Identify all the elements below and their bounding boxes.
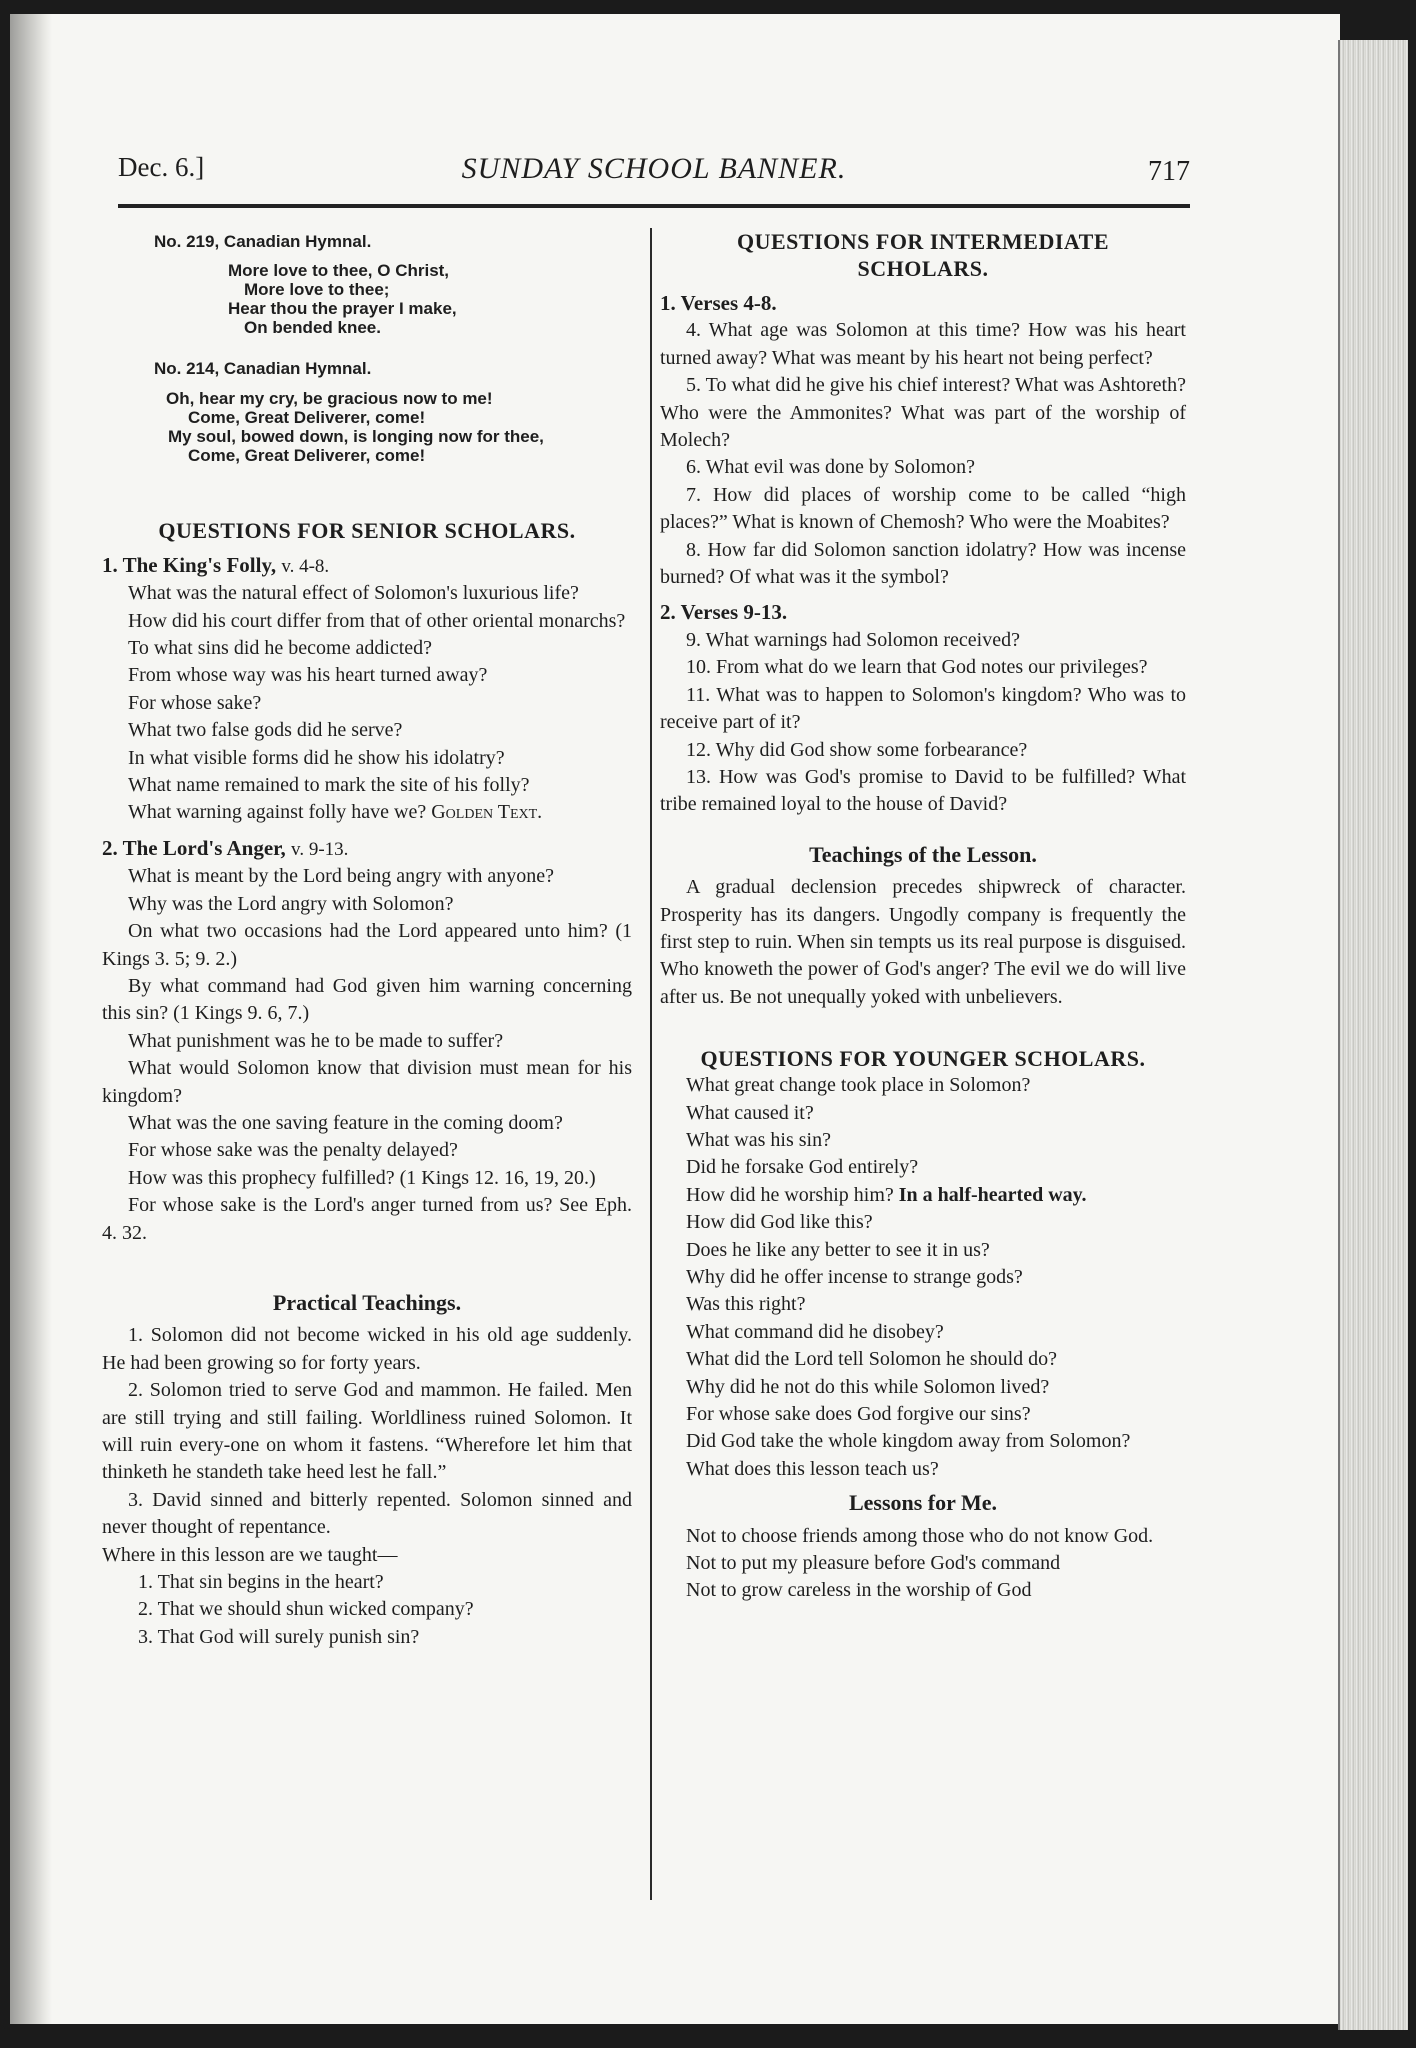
section-title: [102, 835, 632, 863]
question: 7. How did places of worship come to be called “high places?” What is known of Chemosh? Who were the Moabites?: [660, 483, 1186, 534]
question: 10. From what do we learn that God notes our privileges?: [686, 656, 1148, 679]
section-ref: v. 9-13.: [291, 838, 349, 860]
page-gutter-shadow: [10, 14, 52, 2024]
page-header: [118, 152, 1190, 202]
question: Why did he offer incense to strange gods?: [686, 1266, 1023, 1288]
question: Did he forsake God entirely?: [686, 1156, 919, 1179]
question: 4. What age was Solomon at this time? How was his heart turned away? What was meant by his heart not being perfect?: [660, 319, 1186, 369]
page-number: 717: [1148, 156, 1190, 187]
question: What does this lesson teach us?: [686, 1457, 939, 1480]
question: For whose sake?: [128, 691, 262, 714]
lessons-heading: Lessons for Me.: [848, 1490, 998, 1516]
section-title: 1. Verses 4-8.: [660, 291, 777, 315]
question-text: What warning against folly have we?: [128, 801, 427, 824]
paragraph: 2. Solomon tried to serve God and mammon. He failed. Men are still trying and still failing. Worldliness ruined Solomon. It will ruin every-one on whom it fastens. “Wherefore let him that thinketh he standeth take heed lest he fall.”: [102, 1379, 632, 1484]
question: 6. What evil was done by Solomon?: [686, 456, 976, 479]
question: For whose sake was the penalty delayed?: [128, 1139, 458, 1162]
left-column: [102, 228, 632, 1651]
intermediate-heading: QUESTIONS FOR INTERMEDIATE SCHOLARS.: [737, 229, 1109, 281]
verse-line: Come, Great Deliverer, come!: [188, 445, 426, 465]
answer-text: In a half-hearted way.: [898, 1183, 1087, 1206]
verse-line: My soul, bowed down, is longing now for thee,: [168, 426, 544, 446]
paragraph: 1. Solomon did not become wicked in his old age suddenly. He had been growing so for forty years.: [102, 1324, 632, 1374]
question: [660, 1182, 1186, 1209]
section-title-text: 1. The King's Folly,: [102, 552, 277, 577]
question: What did the Lord tell Solomon he should do?: [686, 1348, 1058, 1371]
question: What caused it?: [686, 1101, 814, 1124]
question: What two false gods did he serve?: [128, 719, 403, 742]
section-title-text: 2. The Lord's Anger,: [102, 835, 286, 860]
question: What is meant by the Lord being angry with anyone?: [128, 865, 554, 888]
question-text: How did he worship him?: [686, 1183, 894, 1206]
question: In what visible forms did he show his idolatry?: [128, 746, 505, 769]
question: 11. What was to happen to Solomon's kingdom? Who was to receive part of it?: [660, 683, 1186, 734]
question: 12. Why did God show some forbearance?: [686, 738, 1028, 761]
question: Does he like any better to see it in us?: [686, 1238, 990, 1261]
question: 13. How was God's promise to David to be fulfilled? What tribe remained loyal to the house of David?: [660, 765, 1186, 816]
hymn-verse: [102, 389, 632, 465]
question: 5. To what did he give his chief interest? What was Ashtoreth? Who were the Ammonites? What was part of the worship of Molech?: [660, 374, 1186, 452]
list-item: 3. That God will surely punish sin?: [138, 1625, 420, 1648]
lesson-item: Not to put my pleasure before God's command: [686, 1552, 1061, 1575]
question: To what sins did he become addicted?: [128, 637, 433, 660]
question: By what command had God given him warning concerning this sin? (1 Kings 9. 6, 7.): [102, 974, 632, 1025]
page-edges: [1338, 40, 1408, 2030]
question: What would Solomon know that division must mean for his kingdom?: [102, 1057, 632, 1107]
lesson-item: Not to choose friends among those who do not know God.: [686, 1524, 1154, 1547]
question: [102, 799, 632, 826]
question: 8. How far did Solomon sanction idolatry? How was incense burned? Of what was it the symbol?: [660, 538, 1186, 589]
section-title: [102, 552, 632, 580]
right-column: [660, 228, 1186, 1605]
question: On what two occasions had the Lord appeared unto him? (1 Kings 3. 5; 9. 2.): [102, 920, 632, 970]
question: From whose way was his heart turned away?: [128, 664, 488, 687]
hymn-verse: [102, 261, 632, 337]
question: 9. What warnings had Solomon received?: [686, 628, 1020, 651]
header-rule: [118, 204, 1190, 208]
header-title: SUNDAY SCHOOL BANNER.: [461, 152, 847, 185]
senior-heading: QUESTIONS FOR SENIOR SCHOLARS.: [158, 517, 576, 543]
question: What command did he disobey?: [686, 1320, 944, 1343]
taught-intro: Where in this lesson are we taught—: [102, 1543, 398, 1566]
column-divider: [650, 228, 652, 1900]
lesson-item: Not to grow careless in the worship of God: [686, 1579, 1032, 1602]
question: What punishment was he to be made to suffer?: [128, 1029, 504, 1052]
question: What was the natural effect of Solomon's luxurious life?: [128, 582, 579, 605]
verse-line: More love to thee, O Christ,: [228, 261, 450, 281]
paragraph: 3. David sinned and bitterly repented. Solomon sinned and never thought of repentance.: [102, 1488, 632, 1539]
question: Why did he not do this while Solomon lived?: [686, 1375, 1050, 1398]
verse-line: Hear thou the prayer I make,: [228, 299, 457, 319]
question: How did his court differ from that of other oriental monarchs?: [128, 609, 626, 632]
paragraph: A gradual declension precedes shipwreck of character. Prosperity has its dangers. Ungodly company is frequently the first step to ruin. When sin tempts us its real purpose is disguised. Who knoweth the power of God's anger? The evil we do will live after us. Be not unequally yoked with unbelievers.: [660, 876, 1186, 1008]
verse-line: More love to thee;: [244, 280, 390, 300]
teachings-heading: Teachings of the Lesson.: [809, 841, 1037, 867]
question: For whose sake is the Lord's anger turned from us? See Eph. 4. 32.: [102, 1194, 632, 1244]
question: What was the one saving feature in the coming doom?: [128, 1111, 563, 1134]
golden-text-ref: Golden Text.: [431, 801, 543, 824]
header-date: Dec. 6.]: [118, 152, 205, 182]
question: For whose sake does God forgive our sins?: [686, 1403, 1031, 1426]
younger-heading: QUESTIONS FOR YOUNGER SCHOLARS.: [700, 1046, 1146, 1072]
question: How was this prophecy fulfilled? (1 Kings 12. 16, 19, 20.): [128, 1166, 596, 1189]
question: What great change took place in Solomon?: [686, 1074, 1031, 1097]
verse-line: On bended knee.: [244, 318, 381, 338]
hymn-heading: No. 214, Canadian Hymnal.: [154, 359, 372, 379]
verse-line: Come, Great Deliverer, come!: [188, 407, 426, 427]
question: What name remained to mark the site of his folly?: [128, 774, 530, 797]
question: Did God take the whole kingdom away from Solomon?: [686, 1430, 1131, 1453]
list-item: 1. That sin begins in the heart?: [138, 1571, 384, 1594]
practical-heading: Practical Teachings.: [272, 1289, 462, 1315]
question: Was this right?: [686, 1293, 806, 1316]
section-ref: v. 4-8.: [281, 555, 330, 577]
hymn-heading: No. 219, Canadian Hymnal.: [154, 232, 372, 251]
list-item: 2. That we should shun wicked company?: [138, 1598, 474, 1621]
question: Why was the Lord angry with Solomon?: [128, 892, 454, 915]
verse-line: Oh, hear my cry, be gracious now to me!: [166, 388, 493, 408]
question: What was his sin?: [686, 1128, 831, 1151]
section-title: 2. Verses 9-13.: [660, 600, 788, 625]
question: How did God like this?: [686, 1211, 873, 1234]
